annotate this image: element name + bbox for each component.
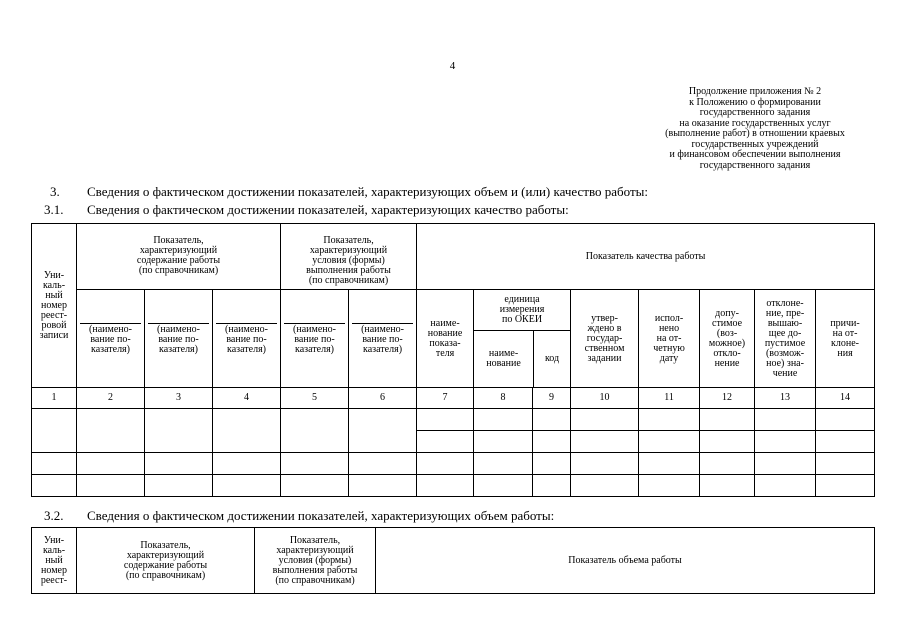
okei-name-header: наиме- нование [474,331,534,387]
empty-cell[interactable] [533,431,571,453]
volume-indicator-header: Показатель объема работы [376,528,875,594]
empty-cell[interactable] [533,453,571,475]
empty-cell[interactable] [816,431,875,453]
column-number-row [32,388,875,409]
appendix-line: государственных учреждений [691,138,819,150]
empty-cell[interactable] [349,453,417,475]
appendix-line: государственного задания [699,159,811,171]
table-row [32,409,875,431]
column-number: 5 [281,388,349,409]
indicator-name-label: (наимено- вание по- казателя) [352,323,413,355]
empty-cell[interactable] [32,475,77,497]
empty-cell[interactable] [77,453,145,475]
indicator-name-cell [213,290,281,388]
section-title: Сведения о фактическом достижении показателей, характеризующих объем и (или) качество работы: [87,184,648,199]
empty-cell[interactable] [700,453,755,475]
column-number: 12 [700,388,755,409]
empty-cell[interactable] [145,453,213,475]
empty-cell[interactable] [533,475,571,497]
indicator-name-label: (наимено- вание по- казателя) [80,323,141,355]
empty-cell[interactable] [639,453,700,475]
empty-cell[interactable] [639,431,700,453]
empty-cell[interactable] [32,453,77,475]
empty-cell[interactable] [417,453,474,475]
empty-cell[interactable] [571,453,639,475]
empty-cell[interactable] [213,475,281,497]
empty-cell[interactable] [474,475,533,497]
empty-cell[interactable] [213,409,281,453]
indicator-name-cell [281,290,349,388]
volume-table [31,527,875,594]
empty-cell[interactable] [474,453,533,475]
section-number: 3.1. [44,202,64,217]
column-number: 7 [417,388,474,409]
empty-cell[interactable] [571,409,639,431]
empty-cell[interactable] [533,409,571,431]
column-number: 8 [474,388,533,409]
empty-cell[interactable] [755,431,816,453]
excess-deviation-header: отклоне- ние, пре- вышаю- щее до- пустимое (возмож- ное) зна- чение [755,290,816,388]
empty-cell[interactable] [816,453,875,475]
column-number: 3 [145,388,213,409]
section-title: Сведения о фактическом достижении показателей, характеризующих качество работы: [87,202,569,217]
allowed-deviation-header: допу- стимое (воз- можное) откло- нение [700,290,755,388]
empty-cell[interactable] [417,409,474,431]
empty-cell[interactable] [349,409,417,453]
approved-header: утвер- ждено в государ- ственном задании [571,290,639,388]
appendix-line: Продолжение приложения № 2 [688,86,822,97]
indicator-name-header: наиме- нование показа- теля [417,290,474,388]
indicator-name-label: (наимено- вание по- казателя) [216,323,277,355]
empty-cell[interactable] [417,475,474,497]
empty-cell[interactable] [700,431,755,453]
empty-cell[interactable] [816,475,875,497]
empty-cell[interactable] [639,409,700,431]
empty-cell[interactable] [571,475,639,497]
table-row [32,453,875,475]
column-number: 9 [533,388,571,409]
column-number: 11 [639,388,700,409]
table-row [32,475,875,497]
empty-cell[interactable] [349,475,417,497]
appendix-note [630,87,880,171]
empty-cell[interactable] [213,453,281,475]
unique-number-header: Уни- каль- ный номер реест- ровой записи [32,224,77,388]
conditions-indicator-header: Показатель, характеризующий условия (формы) выполнения работы (по справочникам) [281,224,417,290]
indicator-name-label: (наимено- вание по- казателя) [284,323,345,355]
empty-cell[interactable] [571,431,639,453]
empty-cell[interactable] [145,475,213,497]
column-number: 1 [32,388,77,409]
indicator-name-label: (наимено- вание по- казателя) [148,323,209,355]
empty-cell[interactable] [700,409,755,431]
empty-cell[interactable] [145,409,213,453]
content-indicator-header: Показатель, характеризующий содержание работы (по справочникам) [77,224,281,290]
conditions-indicator-header: Показатель, характеризующий условия (формы) выполнения работы (по справочникам) [255,528,376,594]
section-title: Сведения о фактическом достижении показателей, характеризующих объем работы: [87,508,555,523]
column-number: 14 [816,388,875,409]
quality-table [31,223,875,497]
section-number: 3.2. [44,508,64,523]
empty-cell[interactable] [77,409,145,453]
empty-cell[interactable] [639,475,700,497]
unique-number-header: Уни- каль- ный номер реест- [32,528,77,594]
appendix-line: к Положению о формировании [689,96,821,108]
empty-cell[interactable] [417,431,474,453]
appendix-line: на оказание государственных услуг [679,117,831,129]
empty-cell[interactable] [755,409,816,431]
okei-unit-header [474,290,571,388]
empty-cell[interactable] [32,409,77,453]
appendix-line: и финансовом обеспечении выполнения [669,149,841,160]
page-number: 4 [449,60,456,72]
empty-cell[interactable] [700,475,755,497]
empty-cell[interactable] [281,453,349,475]
deviation-reason-header: причи- на от- клоне- ния [816,290,875,388]
column-number: 6 [349,388,417,409]
empty-cell[interactable] [755,475,816,497]
content-indicator-header: Показатель, характеризующий содержание работы (по справочникам) [77,528,255,594]
column-number: 10 [571,388,639,409]
column-number: 2 [77,388,145,409]
column-number: 13 [755,388,816,409]
empty-cell[interactable] [77,475,145,497]
quality-indicator-header: Показатель качества работы [417,224,875,290]
empty-cell[interactable] [755,453,816,475]
section-number: 3. [50,184,60,199]
appendix-line: (выполнение работ) в отношении краевых [665,128,845,139]
empty-cell[interactable] [474,409,533,431]
empty-cell[interactable] [281,409,349,453]
empty-cell[interactable] [281,475,349,497]
empty-cell[interactable] [816,409,875,431]
empty-cell[interactable] [474,431,533,453]
indicator-name-cell [77,290,145,388]
indicator-name-cell [145,290,213,388]
okei-unit-label: единица измерения по ОКЕИ [474,290,570,331]
column-number: 4 [213,388,281,409]
okei-code-header: код [544,353,560,364]
executed-header: испол- нено на от- четную дату [639,290,700,388]
appendix-line: государственного задания [699,107,811,118]
indicator-name-cell [349,290,417,388]
